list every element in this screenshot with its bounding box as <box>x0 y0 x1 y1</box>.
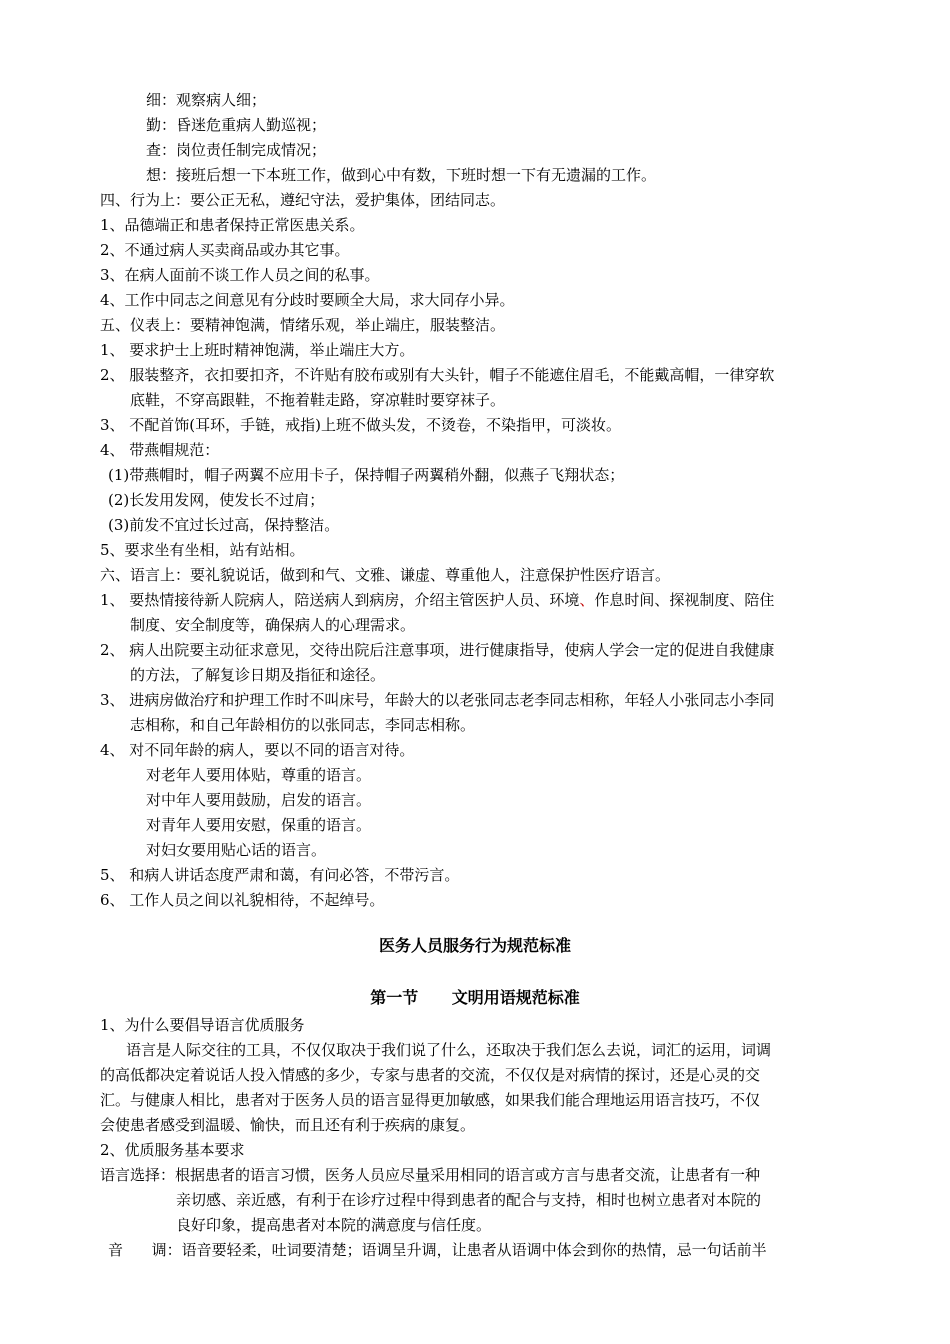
text-line: 1、 要求护士上班时精神饱满，举止端庄大方。 <box>100 341 415 359</box>
text-line: 5、 和病人讲话态度严肃和蔼，有问必答，不带污言。 <box>100 866 460 884</box>
subheading: 2、优质服务基本要求 <box>100 1141 245 1159</box>
text-line: 制度、安全制度等，确保病人的心理需求。 <box>130 616 416 634</box>
text-line: 对老年人要用体贴，尊重的语言。 <box>146 766 372 784</box>
text-line: 语言是人际交往的工具，不仅仅取决于我们说了什么，还取决于我们怎么去说，词汇的运用，词调 <box>126 1041 772 1059</box>
text-segment: 1、 要热情接待新人院病人，陪送病人到病房，介绍主管医护人员、环境 <box>100 591 580 609</box>
section-title: 第一节 文明用语规范标准 <box>370 988 580 1007</box>
text-line: (1)带燕帽时，帽子两翼不应用卡子，保持帽子两翼稍外翻，似燕子飞翔状态； <box>108 466 625 484</box>
text-line: 志相称，和自己年龄相仿的以张同志，李同志相称。 <box>130 716 476 734</box>
text-line: 亲切感、亲近感，有利于在诊疗过程中得到患者的配合与支持，相时也树立患者对本院的 <box>176 1191 762 1209</box>
text-line <box>100 588 774 613</box>
text-line: 4、 带燕帽规范： <box>100 441 220 459</box>
text-line: 底鞋，不穿高跟鞋，不拖着鞋走路，穿凉鞋时要穿袜子。 <box>130 391 506 409</box>
text-line: 语言选择：根据患者的语言习惯，医务人员应尽量采用相同的语言或方言与患者交流，让患者有一种 <box>100 1166 761 1184</box>
text-line: 2、 病人出院要主动征求意见，交待出院后注意事项，进行健康指导，使病人学会一定的促进自我健康 <box>100 641 775 659</box>
text-line: 良好印象，提高患者对本院的满意度与信任度。 <box>176 1216 492 1234</box>
text-line: 的高低都决定着说话人投入情感的多少，专家与患者的交流，不仅仅是对病情的探讨，还是心灵的交 <box>100 1066 761 1084</box>
text-line: 3、 进病房做治疗和护理工作时不叫床号，年龄大的以老张同志老李同志相称，年轻人小张同志小李同 <box>100 691 775 709</box>
text-line: 勤：昏迷危重病人勤巡视； <box>146 116 327 134</box>
text-line: 4、工作中同志之间意见有分歧时要顾全大局，求大同存小异。 <box>100 291 515 309</box>
text-line: 想：接班后想一下本班工作，做到心中有数，下班时想一下有无遗漏的工作。 <box>146 166 657 184</box>
section-heading: 四、行为上：要公正无私，遵纪守法，爱护集体，团结同志。 <box>100 191 506 209</box>
text-line: 音 调：语音要轻柔，吐词要清楚；语调呈升调，让患者从语调中体会到你的热情，忌一句话前半 <box>108 1241 767 1259</box>
red-punctuation: 、 <box>579 591 595 609</box>
text-line: 对妇女要用贴心话的语言。 <box>146 841 327 859</box>
text-line: 2、不通过病人买卖商品或办其它事。 <box>100 241 350 259</box>
text-line: (3)前发不宜过长过高，保持整洁。 <box>108 516 340 534</box>
text-line: 4、 对不同年龄的病人，要以不同的语言对待。 <box>100 741 415 759</box>
text-line: 5、要求坐有坐相，站有站相。 <box>100 541 305 559</box>
text-line: 6、 工作人员之间以礼貌相待，不起绰号。 <box>100 891 385 909</box>
section-heading: 五、仪表上：要精神饱满，情绪乐观，举止端庄，服装整洁。 <box>100 316 506 334</box>
subheading: 1、为什么要倡导语言优质服务 <box>100 1016 305 1034</box>
text-line: 1、品德端正和患者保持正常医患关系。 <box>100 216 365 234</box>
text-line: 对中年人要用鼓励，启发的语言。 <box>146 791 372 809</box>
text-line: 汇。与健康人相比，患者对于医务人员的语言显得更加敏感，如果我们能合理地运用语言技巧，不仅 <box>100 1091 761 1109</box>
text-line: 3、在病人面前不谈工作人员之间的私事。 <box>100 266 380 284</box>
text-line: 的方法，了解复诊日期及指征和途径。 <box>130 666 386 684</box>
text-line: 细：观察病人细； <box>146 91 267 109</box>
text-line: 查：岗位责任制完成情况； <box>146 141 327 159</box>
text-line: (2)长发用发网，使发长不过肩； <box>108 491 325 509</box>
text-line: 2、 服装整齐，衣扣要扣齐，不许贴有胶布或别有大头针，帽子不能遮住眉毛，不能戴高帽，一律穿软 <box>100 366 775 384</box>
section-heading: 六、语言上：要礼貌说话，做到和气、文雅、谦虚、尊重他人，注意保护性医疗语言。 <box>100 566 671 584</box>
text-line: 会使患者感受到温暖、愉快，而且还有利于疾病的康复。 <box>100 1116 476 1134</box>
text-line: 对青年人要用安慰，保重的语言。 <box>146 816 372 834</box>
text-segment: 作息时间、探视制度、陪住 <box>594 591 775 609</box>
document-title: 医务人员服务行为规范标准 <box>378 936 571 955</box>
text-line: 3、 不配首饰(耳环，手链，戒指)上班不做头发，不烫卷，不染指甲，可淡妆。 <box>100 416 622 434</box>
